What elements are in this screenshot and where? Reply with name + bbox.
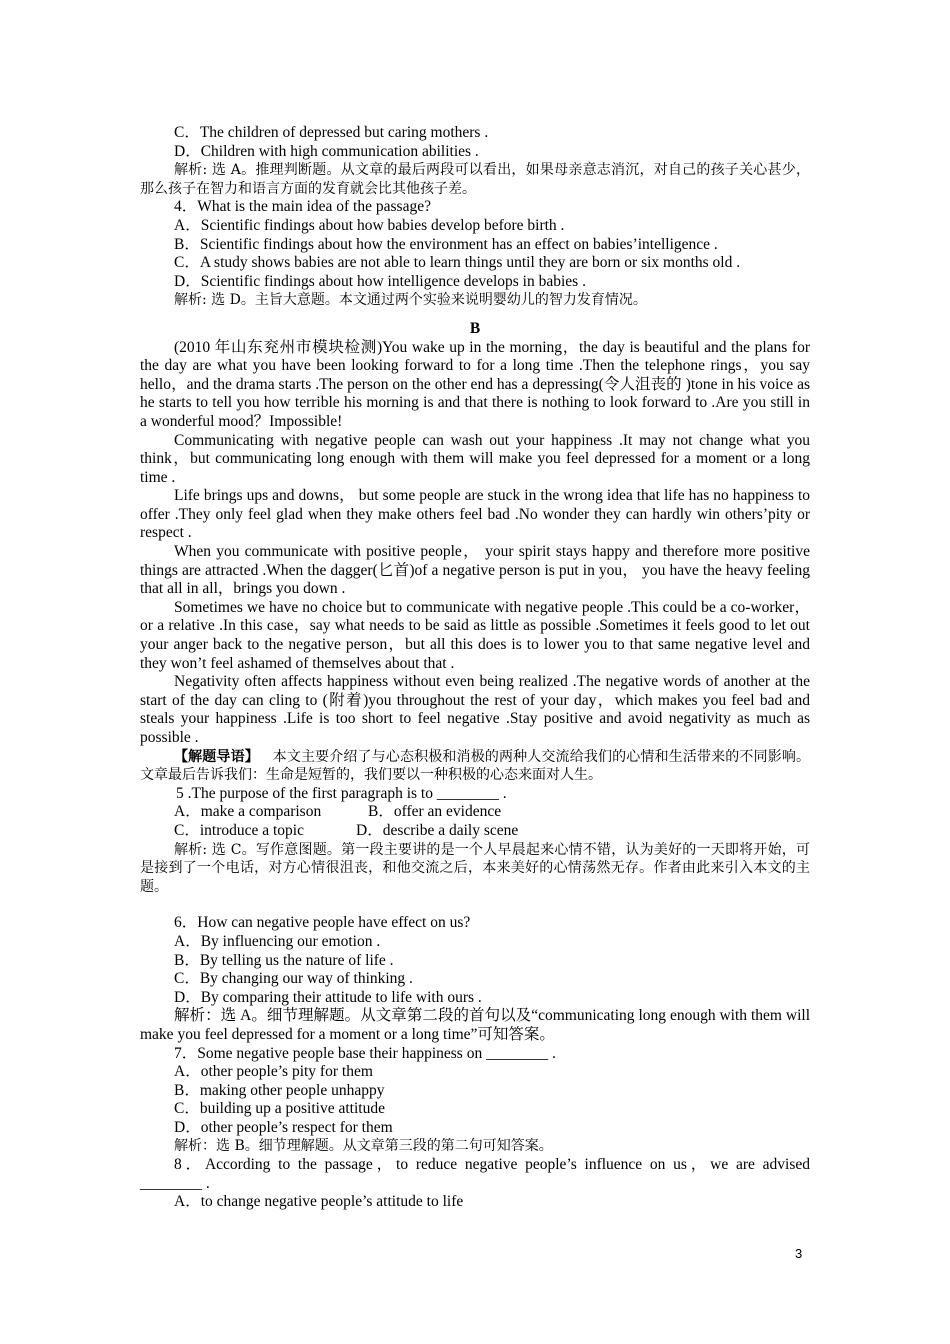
passage-paragraph-5: Sometimes we have no choice but to communicate with negative people .This could be a co-worker，or a relative .In this case，say what needs to be said as little as possible .Sometimes it feels good to let out your anger back to the negative person，but all this does is to lower you to that same negative level and they won’t feel ashamed of themselves about that . xyxy=(140,598,810,672)
q3-analysis: 解析: 选 A。推理判断题。从文章的最后两段可以看出，如果母亲意志消沉，对自己的孩子关心甚少，那么孩子在智力和语言方面的发育就会比其他孩子差。 xyxy=(140,162,810,197)
passage-paragraph-6: Negativity often affects happiness without even being realized .The negative words of another at the start of the day can cling to (附着)you throughout the rest of your day，which makes you feel bad and steals your happiness .Life is too short to feel negative .Stay positive and avoid negativity as much as possible . xyxy=(140,673,810,746)
passage-paragraph-2: Communicating with negative people can wash out your happiness .It may not change what you think，but communicating long enough with them will make you feel depressed for a moment or a long time . xyxy=(140,431,810,486)
q3-option-d: D．Children with high communication abilities . xyxy=(174,142,479,160)
q3-option-c: C．The children of depressed but caring mothers . xyxy=(174,124,489,141)
q8-stem: 8．According to the passage，to reduce negative people’s influence on us，we are advised ________ . xyxy=(140,1156,810,1192)
reading-guide-text: 本文主要介绍了与心态积极和消极的两种人交流给我们的心情和生活带来的不同影响。文章最后告诉我们：生命是短暂的，我们要以一种积极的心态来面对人生。 xyxy=(140,748,811,784)
q7-option-b: B．making other people unhappy xyxy=(174,1081,385,1099)
q4-option-a: A．Scientific findings about how babies develop before birth . xyxy=(174,216,565,234)
passage-paragraph-4: When you communicate with positive people， your spirit stays happy and therefore more positive things are attracted .When the dagger(匕首)of a negative person is put in you， you have the heavy feeling that all in all，brings you down . xyxy=(140,543,810,598)
q5-options-row-2 xyxy=(140,822,810,841)
q5-analysis: 解析: 选 C。写作意图题。第一段主要讲的是一个人早晨起来心情不错，认为美好的一天即将开始，可是接到了一个电话，对方心情很沮丧，和他交流之后，本来美好的心情荡然无存。作者由此来引入本文的主题。 xyxy=(140,841,810,895)
q6-stem: 6．How can negative people have effect on us? xyxy=(174,914,471,932)
q6-option-b: B．By telling us the nature of life . xyxy=(174,951,394,969)
q6-option-a: A．By influencing our emotion . xyxy=(174,932,381,950)
q5-option-d: D．describe a daily scene xyxy=(356,821,519,839)
page-number: 3 xyxy=(795,1246,803,1261)
q4-option-c: C．A study shows babies are not able to learn things until they are born or six months old . xyxy=(174,254,741,272)
q4-analysis: 解析: 选 D。主旨大意题。本文通过两个实验来说明婴幼儿的智力发育情况。 xyxy=(174,292,647,309)
q5-option-a: A．make a comparison xyxy=(174,803,322,821)
reading-guide xyxy=(140,748,810,785)
q7-option-a: A．other people’s pity for them xyxy=(174,1063,373,1081)
spacer xyxy=(140,896,810,914)
q7-analysis: 解析：选 B。细节理解题。从文章第三段的第二句可知答案。 xyxy=(174,1138,553,1155)
q8-option-a: A．to change negative people’s attitude to life xyxy=(174,1193,464,1211)
q6-option-c: C．By changing our way of thinking . xyxy=(174,970,413,988)
reading-guide-label: 【解题导语】 xyxy=(174,748,259,765)
q4-option-d: D．Scientific findings about how intelligence develops in babies . xyxy=(174,272,586,290)
q7-stem: 7．Some negative people base their happiness on ________ . xyxy=(174,1044,556,1062)
q7-option-c: C．building up a positive attitude xyxy=(174,1100,385,1118)
q6-analysis: 解析：选 A。细节理解题。从文章第二段的首句以及“communicating long enough with them will make you feel depressed for a moment or a long time”可知答案。 xyxy=(140,1007,810,1043)
q5-stem: 5 .The purpose of the first paragraph is to ________ . xyxy=(176,784,507,802)
passage-paragraph-3: Life brings ups and downs， but some people are stuck in the wrong idea that life has no happiness to offer .They only feel glad when they make others feel bad .No wonder they can hardly win others’pity or respect . xyxy=(140,487,810,542)
document-page xyxy=(140,124,810,1212)
section-b-heading: B xyxy=(469,319,481,337)
q6-option-d: D．By comparing their attitude to life with ours . xyxy=(174,988,482,1006)
q4-stem: 4．What is the main idea of the passage? xyxy=(174,198,431,216)
q7-option-d: D．other people’s respect for them xyxy=(174,1118,393,1136)
q4-option-b: B．Scientific findings about how the environment has an effect on babies’intelligence . xyxy=(174,235,718,253)
q5-option-c: C．introduce a topic xyxy=(174,821,304,839)
q5-option-b: B．offer an evidence xyxy=(368,803,502,821)
q5-options-row-1 xyxy=(140,803,810,822)
passage-paragraph-1: (2010 年山东兖州市模块检测)You wake up in the morning，the day is beautiful and the plans for the day are what you have been looking forward to for a long time .Then the telephone rings，you say hello，and the drama starts .The person on the other end has a depressing(令人沮丧的 )tone in his voice as he starts to tell you how terrible his morning is and that there is nothing to look forward to .Are you still in a wonderful mood？Impossible! xyxy=(140,338,810,430)
